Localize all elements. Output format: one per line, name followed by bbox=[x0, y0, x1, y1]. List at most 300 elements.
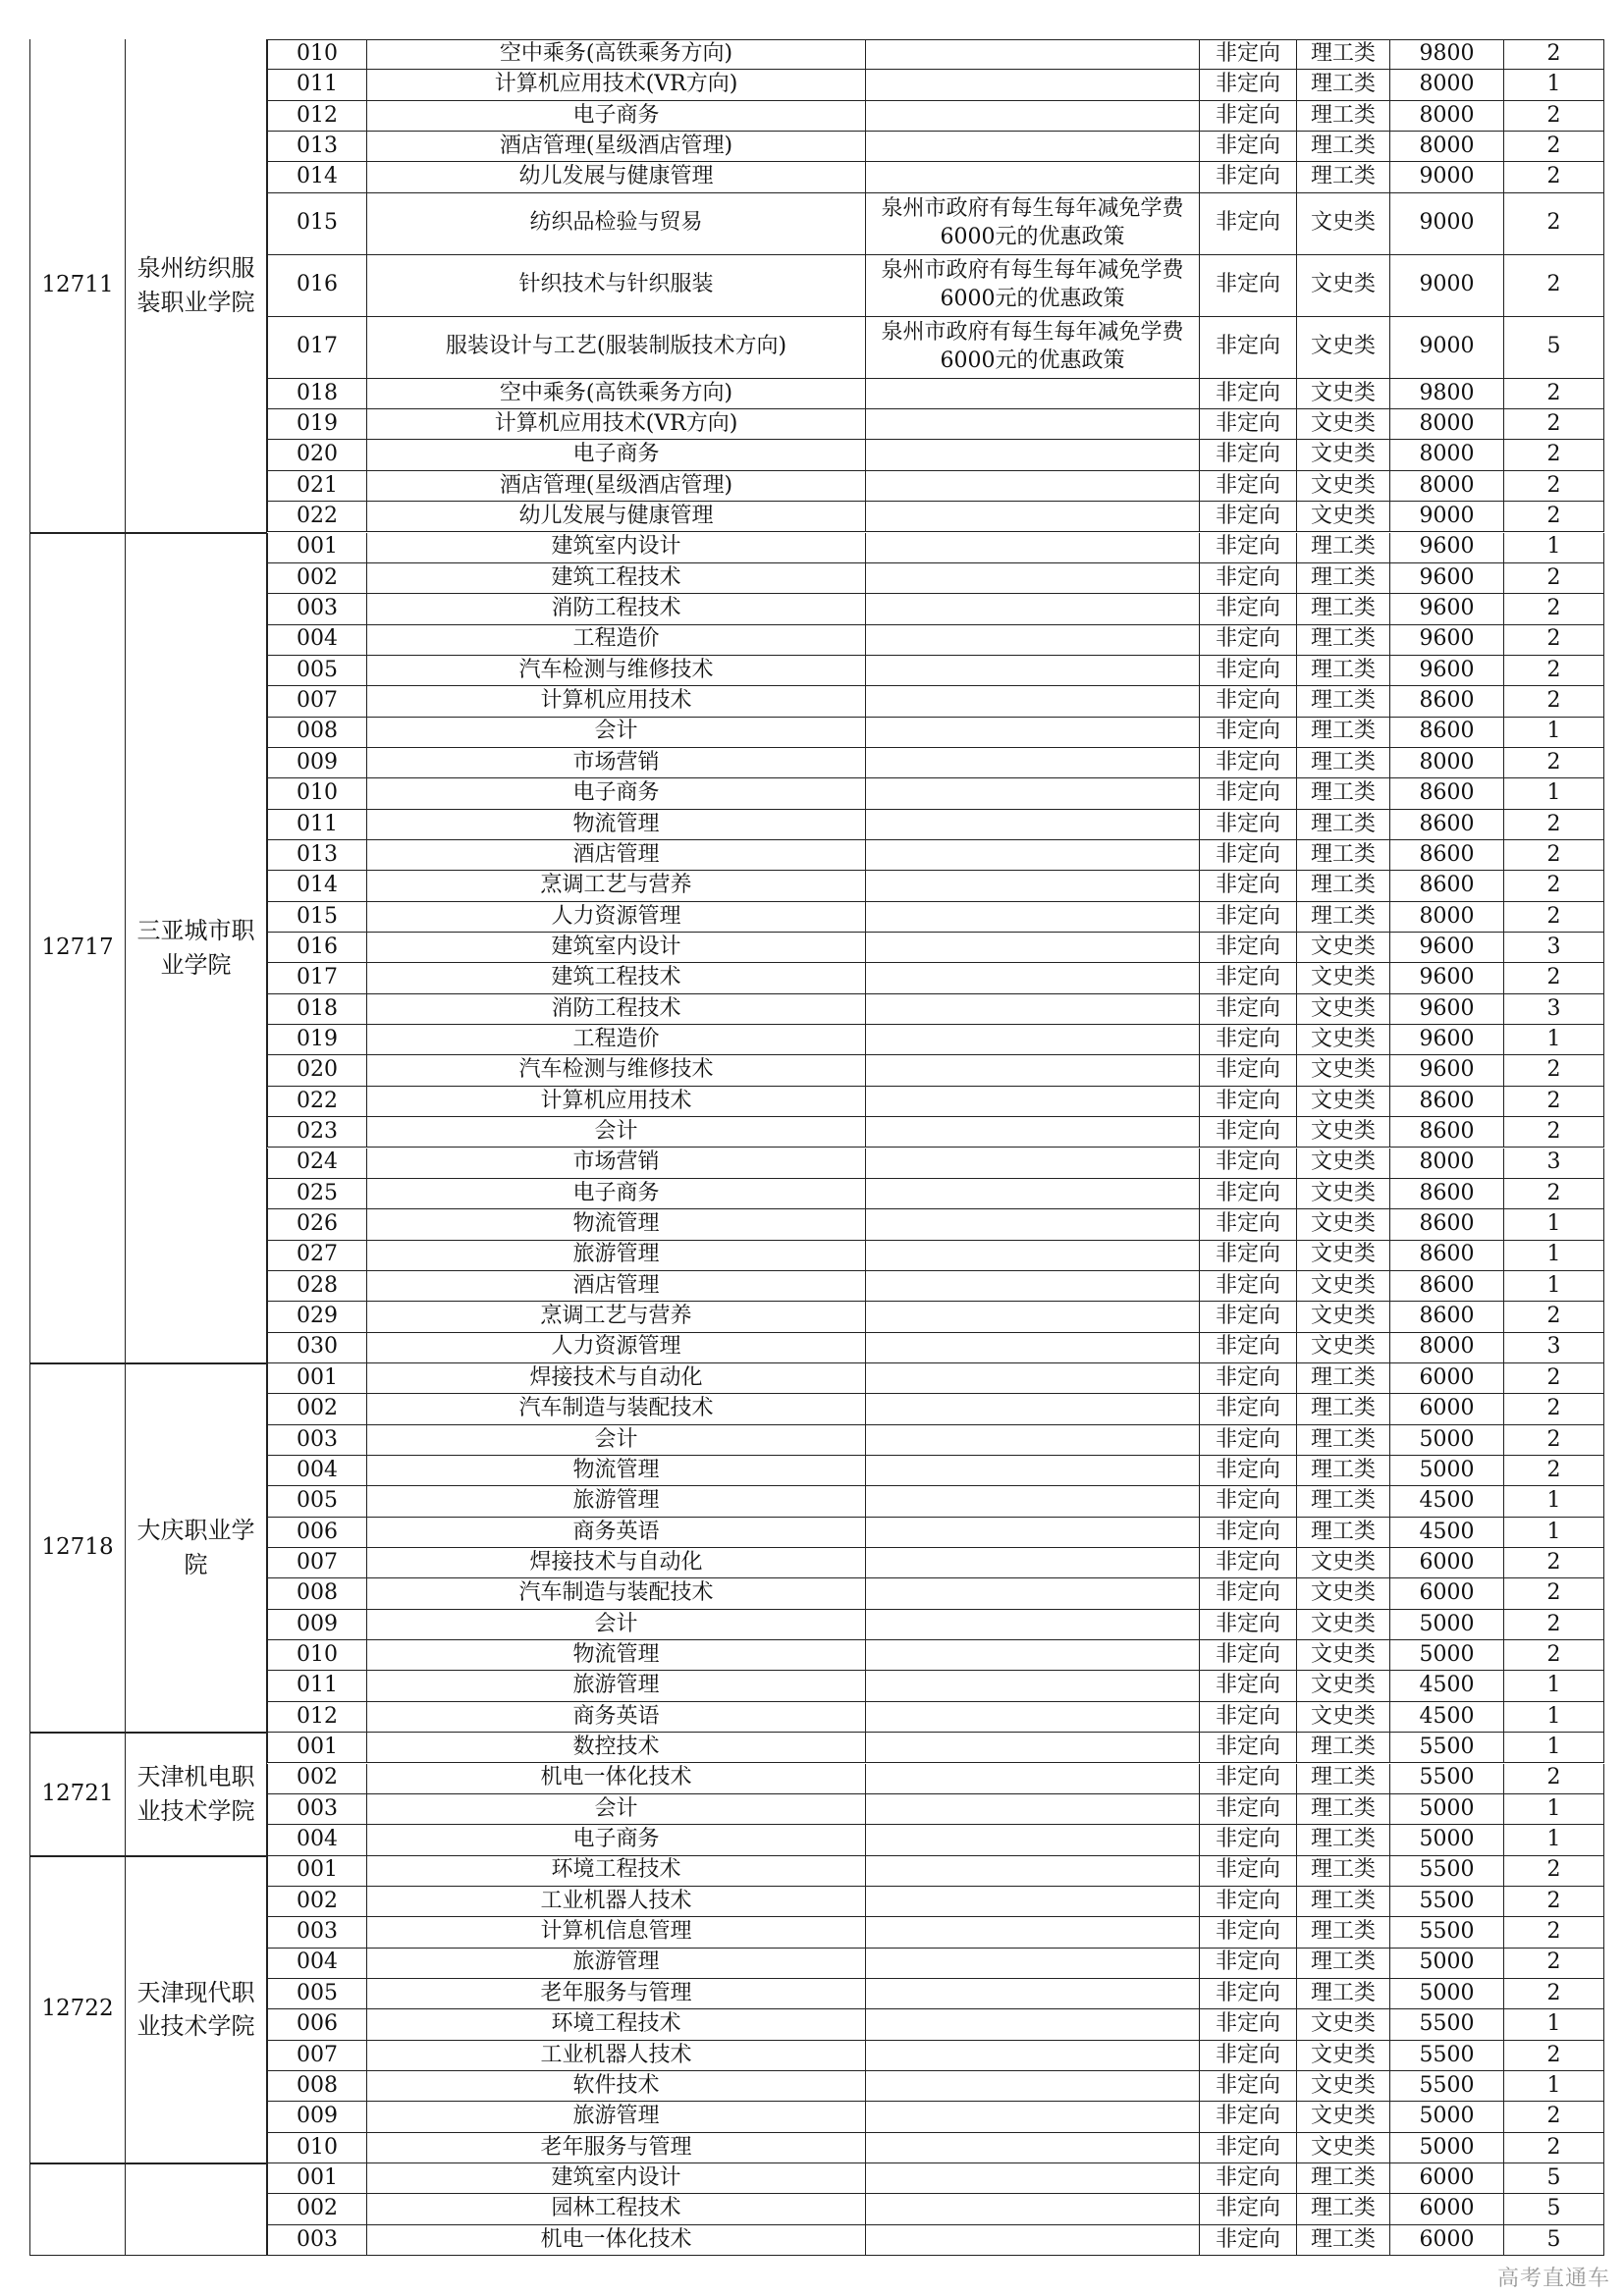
cell-fee: 5000 bbox=[1390, 1794, 1504, 1825]
cell-cat: 文史类 bbox=[1297, 1333, 1390, 1363]
cell-num: 012 bbox=[267, 1702, 367, 1733]
cell-num: 016 bbox=[267, 933, 367, 963]
cell-major: 酒店管理(星级酒店管理) bbox=[367, 471, 866, 502]
cell-note bbox=[866, 1610, 1200, 1640]
cell-note bbox=[866, 1856, 1200, 1887]
cell-num: 004 bbox=[267, 1456, 367, 1486]
enrollment-table bbox=[29, 39, 1604, 2289]
cell-type: 非定向 bbox=[1200, 1363, 1297, 1394]
cell-num: 024 bbox=[267, 1148, 367, 1179]
cell-num: 010 bbox=[267, 778, 367, 809]
cell-num: 010 bbox=[267, 1640, 367, 1671]
cell-num: 027 bbox=[267, 1241, 367, 1271]
cell-type: 非定向 bbox=[1200, 1333, 1297, 1363]
cell-cat: 理工类 bbox=[1297, 101, 1390, 132]
cell-num: 015 bbox=[267, 193, 367, 255]
cell-major: 物流管理 bbox=[367, 1456, 866, 1486]
cell-fee: 5500 bbox=[1390, 1856, 1504, 1887]
cell-note bbox=[866, 2225, 1200, 2256]
cell-count: 1 bbox=[1504, 1702, 1604, 1733]
cell-fee: 8600 bbox=[1390, 1271, 1504, 1302]
cell-cat: 文史类 bbox=[1297, 963, 1390, 993]
cell-count: 2 bbox=[1504, 963, 1604, 993]
cell-cat: 理工类 bbox=[1297, 1949, 1390, 1979]
cell-num: 002 bbox=[267, 563, 367, 594]
cell-cat: 理工类 bbox=[1297, 902, 1390, 933]
cell-fee: 8000 bbox=[1390, 70, 1504, 100]
cell-count: 2 bbox=[1504, 840, 1604, 871]
cell-num: 020 bbox=[267, 440, 367, 470]
cell-note bbox=[866, 1671, 1200, 1701]
cell-num: 023 bbox=[267, 1117, 367, 1148]
cell-note bbox=[866, 871, 1200, 901]
cell-type: 非定向 bbox=[1200, 1025, 1297, 1055]
cell-type: 非定向 bbox=[1200, 2009, 1297, 2040]
cell-type: 非定向 bbox=[1200, 2225, 1297, 2256]
cell-count: 1 bbox=[1504, 2009, 1604, 2040]
cell-major: 人力资源管理 bbox=[367, 1333, 866, 1363]
cell-type: 非定向 bbox=[1200, 1764, 1297, 1794]
cell-cat: 文史类 bbox=[1297, 1179, 1390, 1209]
cell-note bbox=[866, 1733, 1200, 1763]
cell-type: 非定向 bbox=[1200, 1671, 1297, 1701]
cell-fee: 8600 bbox=[1390, 1241, 1504, 1271]
cell-note bbox=[866, 963, 1200, 993]
cell-note bbox=[866, 132, 1200, 162]
cell-fee: 6000 bbox=[1390, 1548, 1504, 1578]
cell-fee: 9600 bbox=[1390, 1055, 1504, 1086]
cell-count: 1 bbox=[1504, 1671, 1604, 1701]
cell-fee: 8000 bbox=[1390, 101, 1504, 132]
cell-cat: 理工类 bbox=[1297, 594, 1390, 624]
cell-major: 电子商务 bbox=[367, 101, 866, 132]
cell-fee: 6000 bbox=[1390, 1394, 1504, 1424]
cell-cat: 文史类 bbox=[1297, 1302, 1390, 1332]
cell-note bbox=[866, 2163, 1200, 2194]
school-name: 泉州纺织服装职业学院 bbox=[126, 39, 267, 533]
cell-count: 3 bbox=[1504, 994, 1604, 1025]
cell-type: 非定向 bbox=[1200, 2163, 1297, 2194]
cell-cat: 文史类 bbox=[1297, 255, 1390, 317]
cell-type: 非定向 bbox=[1200, 1825, 1297, 1855]
cell-count: 5 bbox=[1504, 2194, 1604, 2224]
cell-fee: 5500 bbox=[1390, 1733, 1504, 1763]
cell-count: 2 bbox=[1504, 625, 1604, 656]
cell-cat: 文史类 bbox=[1297, 933, 1390, 963]
cell-cat: 文史类 bbox=[1297, 409, 1390, 440]
cell-fee: 9000 bbox=[1390, 502, 1504, 532]
cell-type: 非定向 bbox=[1200, 1425, 1297, 1456]
cell-major: 工业机器人技术 bbox=[367, 1887, 866, 1917]
cell-fee: 8600 bbox=[1390, 1209, 1504, 1240]
cell-type: 非定向 bbox=[1200, 1087, 1297, 1117]
cell-cat: 文史类 bbox=[1297, 502, 1390, 532]
cell-count: 1 bbox=[1504, 533, 1604, 563]
cell-major: 会计 bbox=[367, 718, 866, 748]
cell-major: 电子商务 bbox=[367, 778, 866, 809]
cell-note bbox=[866, 1087, 1200, 1117]
cell-note bbox=[866, 686, 1200, 717]
cell-major: 纺织品检验与贸易 bbox=[367, 193, 866, 255]
cell-num: 013 bbox=[267, 840, 367, 871]
cell-num: 004 bbox=[267, 625, 367, 656]
cell-count: 2 bbox=[1504, 1856, 1604, 1887]
cell-cat: 文史类 bbox=[1297, 1148, 1390, 1179]
cell-type: 非定向 bbox=[1200, 101, 1297, 132]
cell-note bbox=[866, 1702, 1200, 1733]
cell-major: 计算机应用技术(VR方向) bbox=[367, 409, 866, 440]
cell-note bbox=[866, 1271, 1200, 1302]
cell-type: 非定向 bbox=[1200, 1179, 1297, 1209]
cell-note bbox=[866, 1794, 1200, 1825]
cell-count: 3 bbox=[1504, 1148, 1604, 1179]
cell-cat: 文史类 bbox=[1297, 1271, 1390, 1302]
cell-count: 1 bbox=[1504, 2071, 1604, 2102]
cell-fee: 5000 bbox=[1390, 1640, 1504, 1671]
cell-major: 幼儿发展与健康管理 bbox=[367, 502, 866, 532]
cell-major: 环境工程技术 bbox=[367, 1856, 866, 1887]
cell-cat: 理工类 bbox=[1297, 718, 1390, 748]
cell-note bbox=[866, 1979, 1200, 2009]
cell-major: 工程造价 bbox=[367, 625, 866, 656]
cell-num: 010 bbox=[267, 39, 367, 70]
cell-fee: 8000 bbox=[1390, 409, 1504, 440]
cell-type: 非定向 bbox=[1200, 810, 1297, 840]
cell-type: 非定向 bbox=[1200, 594, 1297, 624]
cell-note bbox=[866, 718, 1200, 748]
cell-major: 软件技术 bbox=[367, 2071, 866, 2102]
cell-note bbox=[866, 1241, 1200, 1271]
cell-num: 001 bbox=[267, 1733, 367, 1763]
cell-num: 005 bbox=[267, 1486, 367, 1517]
cell-fee: 5000 bbox=[1390, 1425, 1504, 1456]
cell-fee: 5000 bbox=[1390, 1979, 1504, 2009]
cell-major: 工程造价 bbox=[367, 1025, 866, 1055]
cell-note: 泉州市政府有每生每年减免学费6000元的优惠政策 bbox=[866, 255, 1200, 317]
cell-fee: 8600 bbox=[1390, 840, 1504, 871]
cell-num: 025 bbox=[267, 1179, 367, 1209]
cell-note bbox=[866, 502, 1200, 532]
cell-type: 非定向 bbox=[1200, 1302, 1297, 1332]
cell-major: 建筑室内设计 bbox=[367, 533, 866, 563]
cell-fee: 5500 bbox=[1390, 2071, 1504, 2102]
cell-major: 烹调工艺与营养 bbox=[367, 871, 866, 901]
cell-major: 汽车检测与维修技术 bbox=[367, 1055, 866, 1086]
cell-count: 2 bbox=[1504, 471, 1604, 502]
cell-count: 1 bbox=[1504, 1518, 1604, 1548]
cell-num: 001 bbox=[267, 1856, 367, 1887]
cell-major: 数控技术 bbox=[367, 1733, 866, 1763]
cell-fee: 5500 bbox=[1390, 1917, 1504, 1948]
cell-count: 5 bbox=[1504, 2163, 1604, 2194]
cell-note bbox=[866, 2071, 1200, 2102]
cell-count: 1 bbox=[1504, 1209, 1604, 1240]
cell-fee: 8600 bbox=[1390, 686, 1504, 717]
cell-type: 非定向 bbox=[1200, 718, 1297, 748]
cell-cat: 理工类 bbox=[1297, 1486, 1390, 1517]
cell-major: 服装设计与工艺(服装制版技术方向) bbox=[367, 317, 866, 379]
cell-fee: 8600 bbox=[1390, 1302, 1504, 1332]
cell-note bbox=[866, 1209, 1200, 1240]
cell-note bbox=[866, 625, 1200, 656]
cell-count: 2 bbox=[1504, 1578, 1604, 1609]
cell-major: 工业机器人技术 bbox=[367, 2041, 866, 2071]
cell-major: 旅游管理 bbox=[367, 1949, 866, 1979]
cell-type: 非定向 bbox=[1200, 162, 1297, 192]
cell-cat: 文史类 bbox=[1297, 471, 1390, 502]
cell-count: 2 bbox=[1504, 1979, 1604, 2009]
cell-fee: 5500 bbox=[1390, 2009, 1504, 2040]
cell-note bbox=[866, 994, 1200, 1025]
cell-type: 非定向 bbox=[1200, 1856, 1297, 1887]
cell-fee: 6000 bbox=[1390, 1578, 1504, 1609]
cell-fee: 9000 bbox=[1390, 193, 1504, 255]
cell-note bbox=[866, 2041, 1200, 2071]
cell-count: 2 bbox=[1504, 686, 1604, 717]
cell-fee: 4500 bbox=[1390, 1486, 1504, 1517]
cell-cat: 理工类 bbox=[1297, 1887, 1390, 1917]
cell-count: 2 bbox=[1504, 594, 1604, 624]
cell-cat: 文史类 bbox=[1297, 1578, 1390, 1609]
cell-cat: 文史类 bbox=[1297, 2041, 1390, 2071]
cell-num: 007 bbox=[267, 1548, 367, 1578]
cell-fee: 9600 bbox=[1390, 625, 1504, 656]
cell-major: 商务英语 bbox=[367, 1702, 866, 1733]
cell-cat: 文史类 bbox=[1297, 1548, 1390, 1578]
cell-count: 2 bbox=[1504, 1363, 1604, 1394]
cell-fee: 9600 bbox=[1390, 594, 1504, 624]
cell-num: 011 bbox=[267, 810, 367, 840]
cell-num: 022 bbox=[267, 1087, 367, 1117]
cell-major: 老年服务与管理 bbox=[367, 2133, 866, 2163]
cell-type: 非定向 bbox=[1200, 2194, 1297, 2224]
cell-count: 2 bbox=[1504, 2102, 1604, 2132]
cell-note bbox=[866, 840, 1200, 871]
cell-note bbox=[866, 1764, 1200, 1794]
cell-count: 2 bbox=[1504, 1087, 1604, 1117]
cell-cat: 文史类 bbox=[1297, 1087, 1390, 1117]
cell-note bbox=[866, 1578, 1200, 1609]
cell-num: 028 bbox=[267, 1271, 367, 1302]
cell-num: 001 bbox=[267, 533, 367, 563]
cell-num: 021 bbox=[267, 471, 367, 502]
cell-num: 003 bbox=[267, 2225, 367, 2256]
cell-fee: 9600 bbox=[1390, 994, 1504, 1025]
cell-num: 018 bbox=[267, 994, 367, 1025]
cell-cat: 文史类 bbox=[1297, 1702, 1390, 1733]
cell-type: 非定向 bbox=[1200, 1917, 1297, 1948]
cell-cat: 理工类 bbox=[1297, 840, 1390, 871]
cell-major: 老年服务与管理 bbox=[367, 1979, 866, 2009]
cell-type: 非定向 bbox=[1200, 963, 1297, 993]
school-name: 大庆职业学院 bbox=[126, 1363, 267, 1733]
cell-type: 非定向 bbox=[1200, 871, 1297, 901]
cell-cat: 理工类 bbox=[1297, 70, 1390, 100]
cell-num: 004 bbox=[267, 1949, 367, 1979]
cell-cat: 理工类 bbox=[1297, 2194, 1390, 2224]
cell-major: 旅游管理 bbox=[367, 2102, 866, 2132]
cell-num: 015 bbox=[267, 902, 367, 933]
cell-num: 003 bbox=[267, 1917, 367, 1948]
cell-num: 003 bbox=[267, 1794, 367, 1825]
cell-cat: 理工类 bbox=[1297, 1456, 1390, 1486]
cell-note bbox=[866, 533, 1200, 563]
cell-major: 汽车制造与装配技术 bbox=[367, 1578, 866, 1609]
cell-type: 非定向 bbox=[1200, 1610, 1297, 1640]
cell-cat: 理工类 bbox=[1297, 563, 1390, 594]
cell-count: 2 bbox=[1504, 502, 1604, 532]
cell-major: 电子商务 bbox=[367, 1825, 866, 1855]
cell-type: 非定向 bbox=[1200, 1271, 1297, 1302]
cell-major: 计算机应用技术 bbox=[367, 686, 866, 717]
cell-type: 非定向 bbox=[1200, 1394, 1297, 1424]
cell-note bbox=[866, 440, 1200, 470]
cell-fee: 9000 bbox=[1390, 317, 1504, 379]
cell-cat: 文史类 bbox=[1297, 1025, 1390, 1055]
cell-cat: 理工类 bbox=[1297, 1394, 1390, 1424]
cell-count: 2 bbox=[1504, 656, 1604, 686]
cell-type: 非定向 bbox=[1200, 686, 1297, 717]
cell-major: 物流管理 bbox=[367, 810, 866, 840]
cell-num: 007 bbox=[267, 686, 367, 717]
cell-num: 002 bbox=[267, 1887, 367, 1917]
cell-num: 019 bbox=[267, 409, 367, 440]
cell-num: 029 bbox=[267, 1302, 367, 1332]
cell-note bbox=[866, 563, 1200, 594]
cell-count: 3 bbox=[1504, 933, 1604, 963]
cell-count: 3 bbox=[1504, 1333, 1604, 1363]
cell-note bbox=[866, 656, 1200, 686]
cell-type: 非定向 bbox=[1200, 39, 1297, 70]
cell-fee: 8600 bbox=[1390, 1117, 1504, 1148]
cell-major: 物流管理 bbox=[367, 1209, 866, 1240]
cell-count: 5 bbox=[1504, 317, 1604, 379]
cell-fee: 5000 bbox=[1390, 1949, 1504, 1979]
cell-fee: 5500 bbox=[1390, 1764, 1504, 1794]
cell-type: 非定向 bbox=[1200, 502, 1297, 532]
cell-cat: 文史类 bbox=[1297, 1610, 1390, 1640]
cell-note bbox=[866, 1640, 1200, 1671]
cell-type: 非定向 bbox=[1200, 1578, 1297, 1609]
cell-count: 2 bbox=[1504, 563, 1604, 594]
cell-cat: 文史类 bbox=[1297, 2102, 1390, 2132]
cell-note bbox=[866, 1055, 1200, 1086]
cell-fee: 6000 bbox=[1390, 2194, 1504, 2224]
cell-major: 焊接技术与自动化 bbox=[367, 1363, 866, 1394]
cell-note bbox=[866, 39, 1200, 70]
cell-type: 非定向 bbox=[1200, 132, 1297, 162]
cell-note bbox=[866, 594, 1200, 624]
cell-cat: 理工类 bbox=[1297, 778, 1390, 809]
school-name: 三亚城市职业学院 bbox=[126, 533, 267, 1363]
cell-type: 非定向 bbox=[1200, 471, 1297, 502]
cell-note bbox=[866, 101, 1200, 132]
cell-major: 会计 bbox=[367, 1610, 866, 1640]
cell-cat: 理工类 bbox=[1297, 1764, 1390, 1794]
cell-fee: 6000 bbox=[1390, 2225, 1504, 2256]
cell-count: 2 bbox=[1504, 1055, 1604, 1086]
cell-fee: 5000 bbox=[1390, 1456, 1504, 1486]
cell-note bbox=[866, 1949, 1200, 1979]
cell-type: 非定向 bbox=[1200, 379, 1297, 409]
cell-cat: 文史类 bbox=[1297, 317, 1390, 379]
cell-num: 002 bbox=[267, 1764, 367, 1794]
cell-fee: 9800 bbox=[1390, 379, 1504, 409]
cell-fee: 4500 bbox=[1390, 1702, 1504, 1733]
cell-count: 1 bbox=[1504, 1825, 1604, 1855]
cell-major: 建筑室内设计 bbox=[367, 2163, 866, 2194]
cell-count: 1 bbox=[1504, 778, 1604, 809]
cell-note: 泉州市政府有每生每年减免学费6000元的优惠政策 bbox=[866, 193, 1200, 255]
cell-note bbox=[866, 1518, 1200, 1548]
cell-note bbox=[866, 1333, 1200, 1363]
cell-num: 022 bbox=[267, 502, 367, 532]
cell-type: 非定向 bbox=[1200, 1209, 1297, 1240]
cell-fee: 8600 bbox=[1390, 1087, 1504, 1117]
cell-cat: 理工类 bbox=[1297, 39, 1390, 70]
cell-count: 2 bbox=[1504, 1548, 1604, 1578]
cell-note bbox=[866, 1394, 1200, 1424]
cell-type: 非定向 bbox=[1200, 193, 1297, 255]
cell-count: 2 bbox=[1504, 255, 1604, 317]
cell-count: 2 bbox=[1504, 2041, 1604, 2071]
cell-num: 003 bbox=[267, 1425, 367, 1456]
cell-cat: 文史类 bbox=[1297, 2009, 1390, 2040]
cell-cat: 文史类 bbox=[1297, 1671, 1390, 1701]
cell-note bbox=[866, 1825, 1200, 1855]
school-name bbox=[126, 2163, 267, 2256]
cell-note bbox=[866, 1025, 1200, 1055]
cell-major: 计算机信息管理 bbox=[367, 1917, 866, 1948]
cell-cat: 理工类 bbox=[1297, 656, 1390, 686]
cell-note bbox=[866, 1148, 1200, 1179]
cell-fee: 8000 bbox=[1390, 1333, 1504, 1363]
cell-count: 1 bbox=[1504, 1733, 1604, 1763]
cell-fee: 6000 bbox=[1390, 1363, 1504, 1394]
cell-major: 空中乘务(高铁乘务方向) bbox=[367, 39, 866, 70]
cell-count: 1 bbox=[1504, 1241, 1604, 1271]
cell-cat: 文史类 bbox=[1297, 994, 1390, 1025]
cell-major: 消防工程技术 bbox=[367, 994, 866, 1025]
cell-num: 020 bbox=[267, 1055, 367, 1086]
cell-note bbox=[866, 379, 1200, 409]
cell-major: 计算机应用技术 bbox=[367, 1087, 866, 1117]
cell-major: 物流管理 bbox=[367, 1640, 866, 1671]
watermark: 高考直通车 bbox=[1496, 2267, 1610, 2291]
cell-count: 2 bbox=[1504, 748, 1604, 778]
cell-note bbox=[866, 409, 1200, 440]
cell-count: 2 bbox=[1504, 193, 1604, 255]
cell-type: 非定向 bbox=[1200, 1640, 1297, 1671]
cell-note bbox=[866, 1363, 1200, 1394]
cell-count: 2 bbox=[1504, 1640, 1604, 1671]
cell-type: 非定向 bbox=[1200, 2041, 1297, 2071]
cell-note bbox=[866, 1548, 1200, 1578]
cell-num: 014 bbox=[267, 871, 367, 901]
cell-cat: 理工类 bbox=[1297, 748, 1390, 778]
cell-cat: 文史类 bbox=[1297, 1055, 1390, 1086]
cell-major: 市场营销 bbox=[367, 748, 866, 778]
cell-type: 非定向 bbox=[1200, 656, 1297, 686]
cell-fee: 5000 bbox=[1390, 2102, 1504, 2132]
cell-note bbox=[866, 1425, 1200, 1456]
cell-type: 非定向 bbox=[1200, 1486, 1297, 1517]
cell-count: 2 bbox=[1504, 1117, 1604, 1148]
cell-fee: 9600 bbox=[1390, 656, 1504, 686]
cell-fee: 9000 bbox=[1390, 162, 1504, 192]
cell-num: 009 bbox=[267, 2102, 367, 2132]
cell-fee: 5000 bbox=[1390, 1610, 1504, 1640]
